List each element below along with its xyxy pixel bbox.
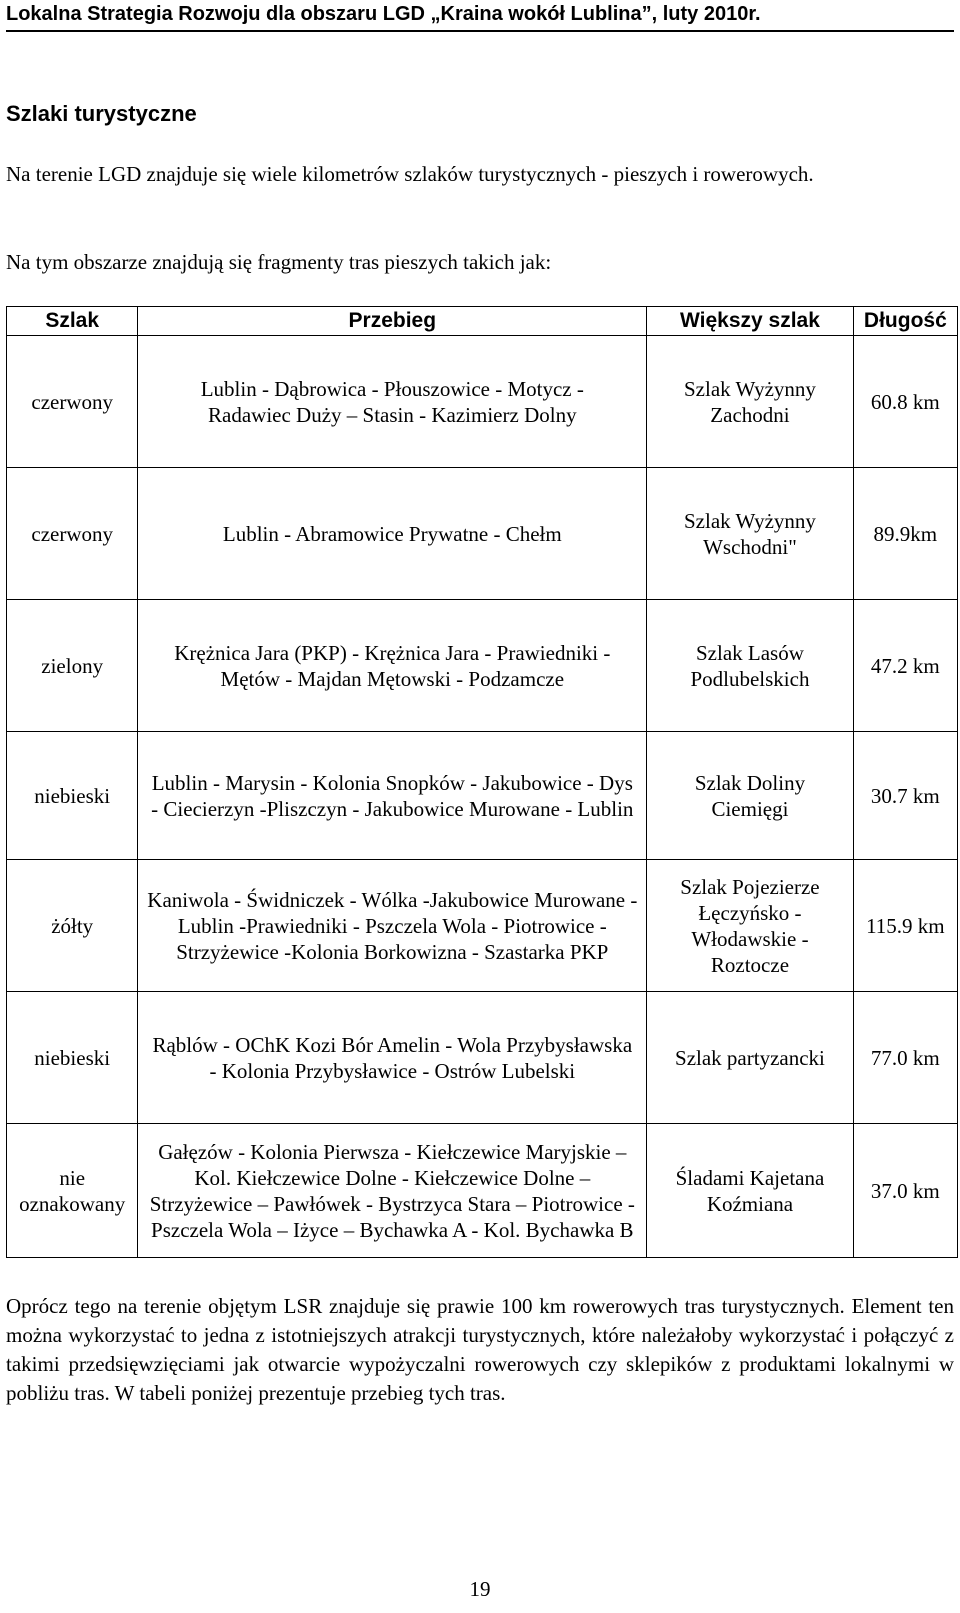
cell-szlak: żółty: [7, 860, 138, 992]
cell-szlak: czerwony: [7, 468, 138, 600]
cell-dlugosc: 47.2 km: [853, 600, 957, 732]
cell-wiekszy-szlak: Szlak Wyżynny Wschodni": [647, 468, 853, 600]
cell-dlugosc: 60.8 km: [853, 336, 957, 468]
cell-szlak: niebieski: [7, 992, 138, 1124]
cell-wiekszy-szlak: Szlak Wyżynny Zachodni: [647, 336, 853, 468]
intro-line: Na tym obszarze znajdują się fragmenty tras pieszych takich jak:: [6, 250, 552, 274]
trails-table: [6, 306, 958, 1258]
table-row: [7, 336, 958, 468]
table-header-row: [7, 307, 958, 336]
header-szlak: Szlak: [7, 307, 138, 336]
cell-dlugosc: 115.9 km: [853, 860, 957, 992]
cell-dlugosc: 37.0 km: [853, 1124, 957, 1258]
intro-paragraph: Na terenie LGD znajduje się wiele kilometrów szlaków turystycznych - pieszych i rowerowych.: [6, 162, 814, 186]
cell-przebieg: Rąblów - OChK Kozi Bór Amelin - Wola Przybysławska - Kolonia Przybysławice - Ostrów Lubelski: [138, 992, 647, 1124]
cell-szlak: nie oznakowany: [7, 1124, 138, 1258]
cell-przebieg: Krężnica Jara (PKP) - Krężnica Jara - Prawiedniki - Mętów - Majdan Mętowski - Podzamcze: [138, 600, 647, 732]
cell-szlak: zielony: [7, 600, 138, 732]
cell-przebieg: Lublin - Marysin - Kolonia Snopków - Jakubowice - Dys - Ciecierzyn -Pliszczyn - Jakubowice Murowane - Lublin: [138, 732, 647, 860]
table-row: [7, 468, 958, 600]
cell-wiekszy-szlak: Szlak Pojezierze Łęczyńsko - Włodawskie - Roztocze: [647, 860, 853, 992]
cell-dlugosc: 77.0 km: [853, 992, 957, 1124]
table-row: [7, 732, 958, 860]
document-header: Lokalna Strategia Rozwoju dla obszaru LGD „Kraina wokół Lublina”, luty 2010r.: [6, 0, 954, 32]
cell-wiekszy-szlak: Szlak Doliny Ciemięgi: [647, 732, 853, 860]
cell-przebieg: Gałęzów - Kolonia Pierwsza - Kiełczewice Maryjskie – Kol. Kiełczewice Dolne - Kiełczewice Dolne – Strzyżewice – Pawłówek - Bystrzyca Stara – Piotrowice - Pszczela Wola – Iżyce – Bychawka A - Kol. Bychawka B: [138, 1124, 647, 1258]
header-przebieg: Przebieg: [138, 307, 647, 336]
header-wiekszy-szlak: Większy szlak: [647, 307, 853, 336]
header-dlugosc: Długość: [853, 307, 957, 336]
cell-przebieg: Lublin - Abramowice Prywatne - Chełm: [138, 468, 647, 600]
table-row: [7, 860, 958, 992]
cell-wiekszy-szlak: Śladami Kajetana Koźmiana: [647, 1124, 853, 1258]
cell-szlak: niebieski: [7, 732, 138, 860]
table-row: [7, 1124, 958, 1258]
cell-szlak: czerwony: [7, 336, 138, 468]
cell-wiekszy-szlak: Szlak Lasów Podlubelskich: [647, 600, 853, 732]
cell-przebieg: Kaniwola - Świdniczek - Wólka -Jakubowice Murowane - Lublin -Prawiedniki - Pszczela Wola - Piotrowice - Strzyżewice -Kolonia Borkowizna - Szastarka PKP: [138, 860, 647, 992]
cell-przebieg: Lublin - Dąbrowica - Płouszowice - Motycz - Radawiec Duży – Stasin - Kazimierz Dolny: [138, 336, 647, 468]
table-row: [7, 992, 958, 1124]
cell-dlugosc: 30.7 km: [853, 732, 957, 860]
cell-wiekszy-szlak: Szlak partyzancki: [647, 992, 853, 1124]
table-row: [7, 600, 958, 732]
page-number: 19: [469, 1577, 491, 1601]
cell-dlugosc: 89.9km: [853, 468, 957, 600]
outro-paragraph: Oprócz tego na terenie objętym LSR znajduje się prawie 100 km rowerowych tras turystycznych. Element ten można wykorzystać to jedna z istotniejszych atrakcji turystycznych, które należałoby wykorzystać i połączyć z takimi przedsięwzięciami jak otwarcie wypożyczalni rowerowych czy sklepików z produktami lokalnymi w pobliżu tras. W tabeli poniżej prezentuje przebieg tych tras.: [6, 1294, 954, 1405]
section-title: Szlaki turystyczne: [6, 101, 197, 126]
